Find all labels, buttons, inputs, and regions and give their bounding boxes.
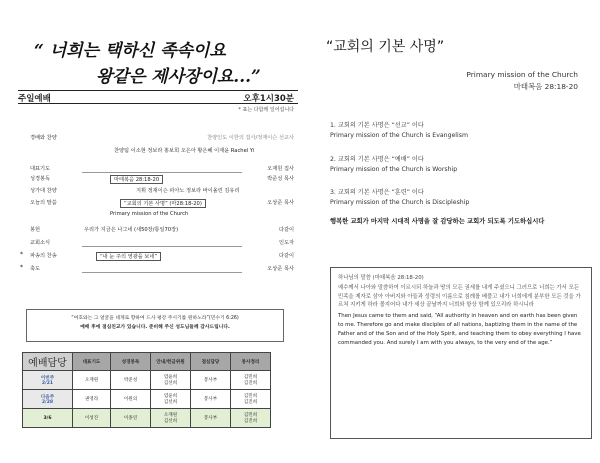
table-cell: 염윤희 김선희 [151, 371, 191, 390]
order-item: 교회소식 [30, 240, 51, 246]
table-cell: 봉사부 [191, 390, 231, 409]
table-cell: 김민희 김진희 [231, 371, 271, 390]
mission-korean: 1. 교회의 기본 사명은 “선교” 이다 [330, 122, 424, 129]
mission-item [330, 121, 468, 141]
mission-english: Primary mission of the Church is Worship [330, 166, 458, 173]
order-item: 축도 [30, 266, 41, 272]
slogan-line-1: “ 너희는 택하신 족속이요 [34, 41, 226, 61]
duty-table [22, 352, 271, 428]
stand-marker: * [20, 264, 23, 271]
order-dotted-line [82, 246, 242, 247]
order-leader: 찬양인도 이한의 집사/정재이슨 선교사 [207, 135, 294, 141]
order-item: 대표기도 [30, 166, 51, 172]
order-row [20, 174, 298, 184]
slogan-line-2: 왕같은 제사장이요...” [96, 67, 261, 87]
table-row [23, 390, 271, 409]
table-cell: 오재원 [73, 371, 111, 390]
order-row [20, 238, 298, 248]
scripture-reference: 마태복음 28:18-20 [110, 175, 163, 184]
table-cell: 김민희 김진희 [231, 409, 271, 428]
mission-english: Primary mission of the Church is Discipleship [330, 199, 470, 206]
order-row [20, 225, 298, 235]
table-row [23, 371, 271, 390]
order-detail: 우리가 지금은 나그네 (새50장/통일70장) [84, 227, 179, 233]
sermon-english-title: Primary mission of the Church [466, 70, 578, 79]
order-leader: 오상준 목사 [267, 266, 294, 272]
duty-date: 이번주 2/21 [23, 371, 73, 390]
sermon-english-title: Primary mission of the Church [110, 211, 189, 217]
order-row [20, 146, 298, 156]
table-cell: 이성진 [73, 409, 111, 428]
order-leader: 오상준 목사 [267, 200, 294, 206]
order-item: 오늘의 말씀 [30, 200, 57, 206]
order-leader: 인도자 [278, 240, 294, 246]
blessing-verse-box [26, 309, 284, 342]
order-leader: 다같이 [278, 253, 294, 259]
order-row [20, 210, 298, 220]
mission-korean: 2. 교회의 기본 사명은 “예배” 이다 [330, 156, 424, 163]
order-item: 경배와 찬양 [30, 135, 57, 141]
mission-item [330, 155, 457, 175]
order-row [20, 251, 298, 261]
mission-english: Primary mission of the Church is Evangelism [330, 132, 468, 139]
order-leader: 오재원 집사 [267, 166, 294, 172]
duty-date: 다음주 2/28 [23, 390, 73, 409]
table-cell: 이원의 [111, 390, 151, 409]
order-item: 봉헌 [30, 227, 41, 233]
reading-english: Then Jesus came to them and said, “All authority in heaven and on earth has been given to me. Therefore go and make disciples of all nations, baptizing them in the name of the Father and of the Son and of the Holy Spirit, and teaching them to obey everything I have commanded you. And surely I am with you always, to the very end of the age.” [338, 312, 581, 347]
table-cell: 오재원 김선희 [151, 409, 191, 428]
service-time: 오후1시30분 [243, 94, 294, 104]
order-item: 성가대 찬양 [30, 188, 57, 194]
table-cell: 이종연 [111, 409, 151, 428]
order-row [20, 198, 298, 208]
table-cell: 박준성 [111, 371, 151, 390]
column-header: 안내/헌금위원 [151, 353, 191, 371]
table-cell: 권영라 [73, 390, 111, 409]
prayer-goal: 행복한 교회가 마지막 시대적 사명을 잘 감당하는 교회가 되도록 기도하십시다 [330, 218, 545, 225]
fellowship-note: 예배 후에 점심친교가 있습니다. 준비해 주신 성도님들께 감사드립니다. [80, 325, 230, 330]
table-cell: 김민희 김진희 [231, 390, 271, 409]
bulletin-right-page [310, 0, 600, 463]
table-cell: 염윤희 김선희 [151, 390, 191, 409]
table-row [23, 409, 271, 428]
blessing-verse: “여호와는 그 얼굴을 네게로 향하여 드사 평강 주시기를 원하노라”(민수기 6:26) [71, 316, 239, 321]
mission-item [330, 188, 469, 208]
duty-date: 3/6 [23, 409, 73, 428]
order-detail: 찬양팀 이소현 정보라 홍보희 오은아 황은혜 이재윤 Rachel Yi [114, 148, 255, 154]
order-dotted-line [82, 272, 242, 273]
column-header: 성경봉독 [111, 353, 151, 371]
order-detail: 지휘 정재이슨 피아노 정보라 바이올린 김유리 [136, 188, 240, 194]
mission-korean: 3. 교회의 기본 사명은 “훈련” 이다 [330, 189, 424, 196]
order-dotted-line [82, 172, 242, 173]
table-cell: 봉사부 [191, 371, 231, 390]
table-cell: 봉사부 [191, 409, 231, 428]
column-header: 대표기도 [73, 353, 111, 371]
sermon-title: “교회의 기본 사명” [326, 39, 445, 55]
hymn-title: “내 눈 주의 영광을 보네” [96, 252, 161, 261]
service-header [18, 90, 298, 104]
scripture-reading-box [330, 267, 592, 439]
order-row [20, 164, 298, 174]
column-header: 점심담당 [191, 353, 231, 371]
order-row [20, 133, 298, 143]
stand-note: * 표는 다함께 일어섭니다 [238, 107, 294, 113]
order-leader: 다같이 [278, 227, 294, 233]
duty-heading: 예배담당 [23, 353, 73, 371]
scripture-reference: 마태복음 28:18-20 [513, 82, 578, 91]
reading-korean: 예수께서 나아와 말씀하여 이르시되 하늘과 땅의 모든 권세를 내게 주셨으니 그러므로 너희는 가서 모든 민족을 제자로 삼아 아버지와 아들과 성령의 이름으로 침례를 베풀고 내가 너희에게 분부한 모든 것을 가르쳐 지키게 하라 볼지어다 내가 세상 끝날까지 너희와 항상 함께 있으리라 하시니라 [338, 285, 581, 309]
sermon-title: “교회의 기본 사명” (마28:18-20) [120, 199, 206, 208]
order-row [20, 264, 298, 274]
order-item: 파송의 찬송 [30, 253, 57, 259]
order-row [20, 186, 298, 196]
service-name: 주일예배 [18, 94, 51, 104]
column-header: 봉사정리 [231, 353, 271, 371]
order-item: 성경봉독 [30, 176, 51, 182]
reading-title: 하나님의 말씀 (마태복음 28:18-20) [338, 275, 424, 281]
order-leader: 박준성 목사 [267, 176, 294, 182]
stand-marker: * [20, 251, 23, 258]
